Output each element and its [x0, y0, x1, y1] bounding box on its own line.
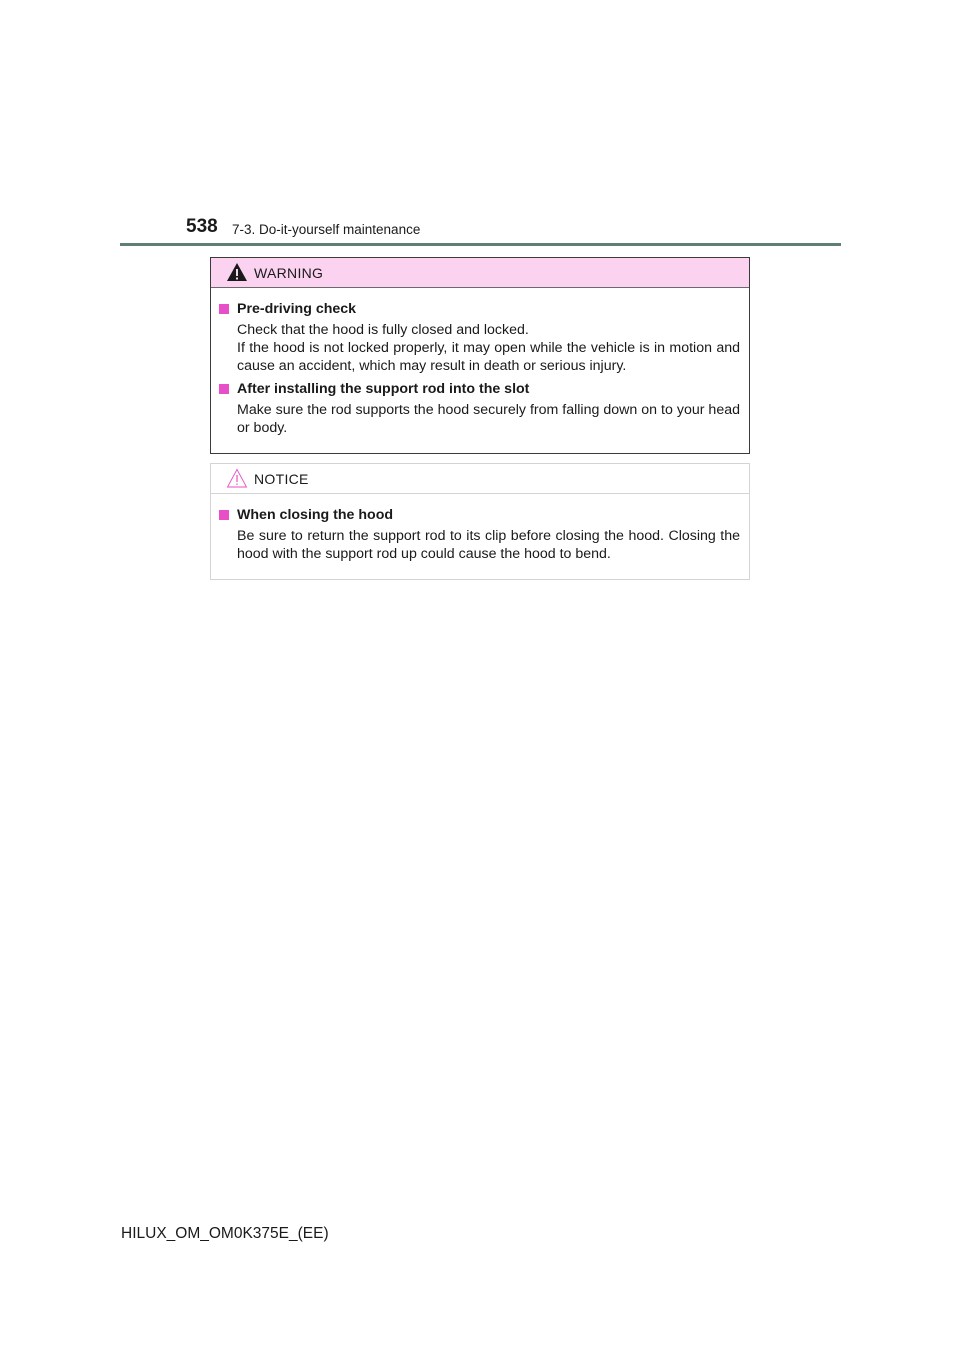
page-number: 538: [186, 216, 218, 237]
notice-item-title: [219, 506, 740, 524]
notice-label: NOTICE: [254, 471, 309, 487]
warning-item-line: Check that the hood is fully closed and locked.: [237, 322, 529, 338]
warning-item-title: [219, 300, 740, 318]
warning-item-title-text: Pre-driving check: [237, 301, 357, 317]
notice-item-line: Be sure to return the support rod to its clip before closing the hood. Closing the hood with the support rod up could cause the hood to bend.: [237, 528, 740, 562]
warning-box: [210, 257, 750, 454]
footer-code: HILUX_OM_OM0K375E_(EE): [121, 1225, 329, 1242]
section-title: 7-3. Do-it-yourself maintenance: [232, 222, 421, 237]
bullet-square-icon: [219, 384, 229, 394]
notice-triangle-icon: [226, 468, 248, 488]
warning-item-title: [219, 380, 740, 398]
warning-item-title-text: After installing the support rod into the slot: [237, 381, 530, 397]
notice-box: [210, 463, 750, 580]
warning-body: [211, 288, 749, 437]
bullet-square-icon: [219, 304, 229, 314]
notice-header: [211, 464, 749, 494]
header-rule: [120, 243, 841, 246]
notice-item-title-text: When closing the hood: [237, 507, 394, 523]
warning-triangle-icon: [226, 262, 248, 282]
warning-item-line: If the hood is not locked properly, it may open while the vehicle is in motion and cause an accident, which may result in death or serious injury.: [237, 340, 740, 374]
warning-item-line: Make sure the rod supports the hood securely from falling down on to your head or body.: [237, 402, 740, 436]
warning-label: WARNING: [254, 265, 324, 281]
warning-item-text: [219, 321, 740, 375]
warning-item-text: [219, 401, 740, 437]
notice-body: [211, 494, 749, 563]
notice-item-text: [219, 527, 740, 563]
warning-header: [211, 258, 749, 288]
bullet-square-icon: [219, 510, 229, 520]
